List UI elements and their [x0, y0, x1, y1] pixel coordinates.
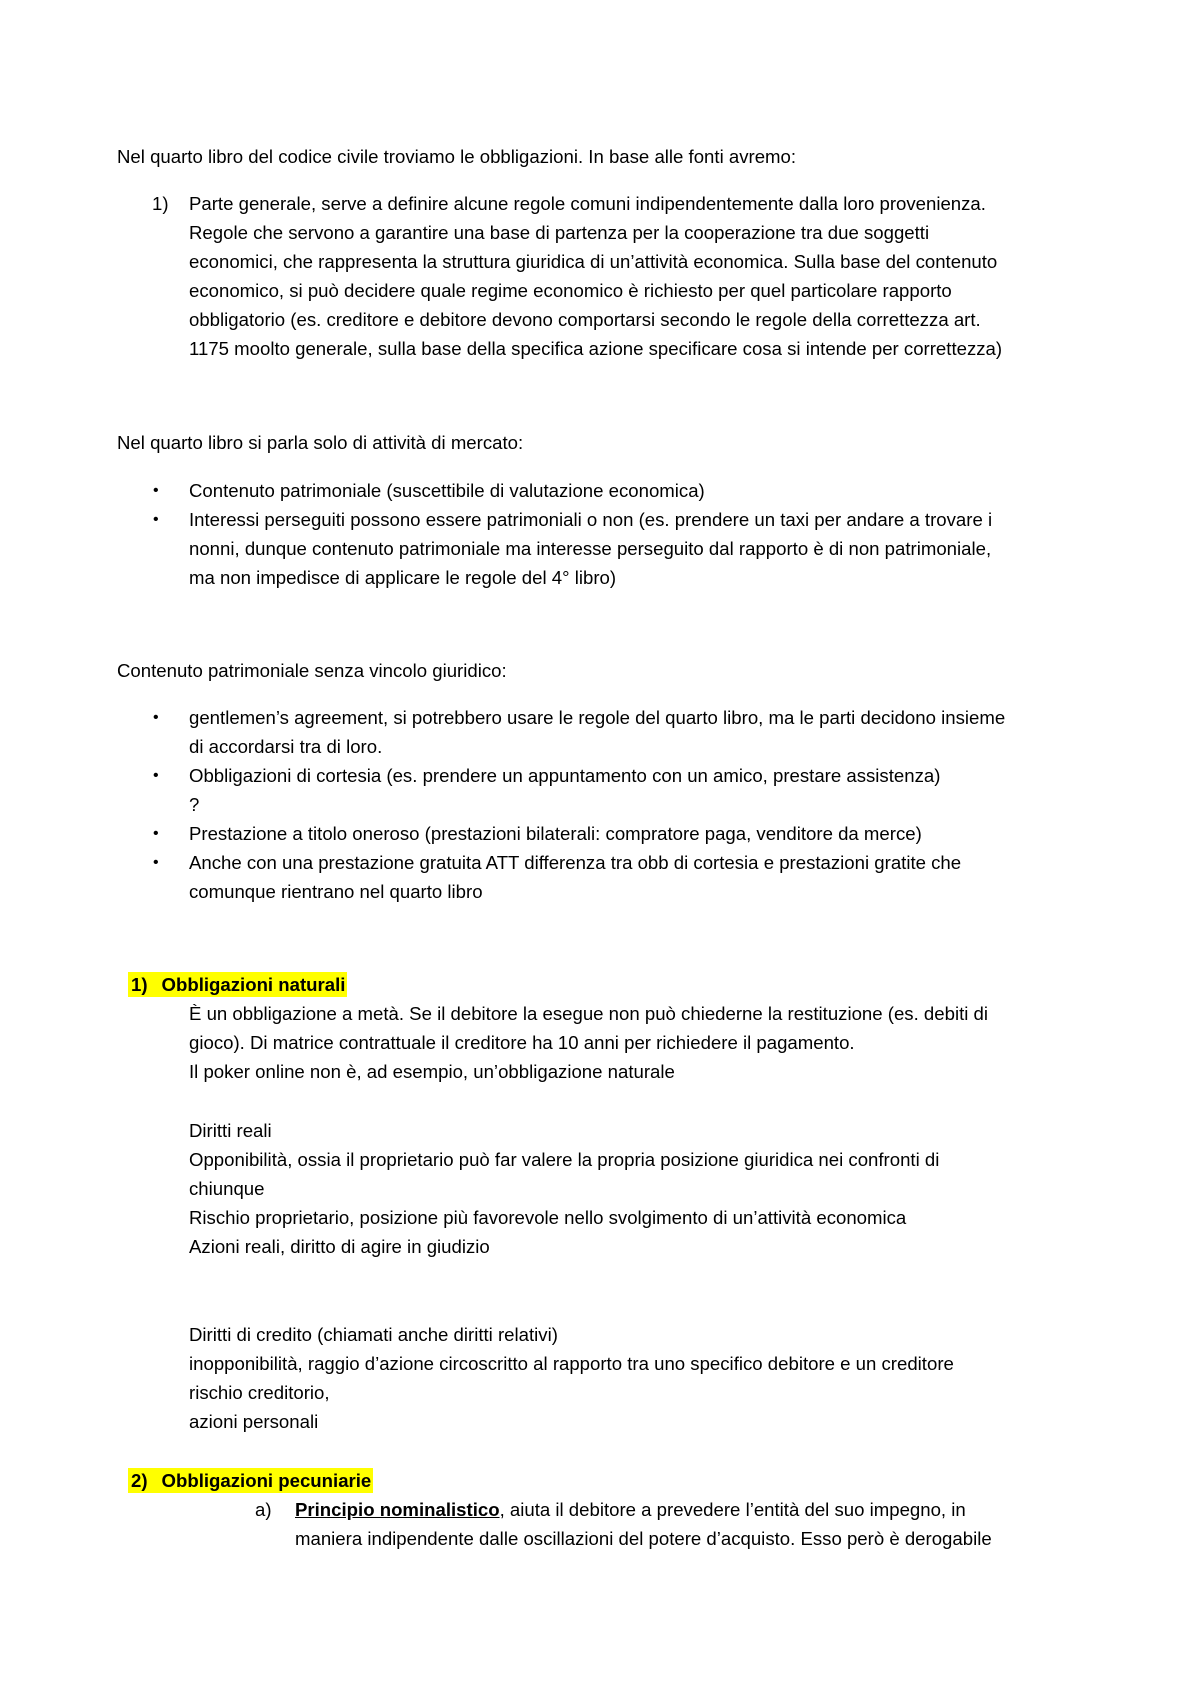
- list-line: 1175 moolto generale, sulla base della specifica azione specificare cosa si intende per correttezza): [189, 338, 1003, 359]
- intro-text: Nel quarto libro del codice civile troviamo le obbligazioni. In base alle fonti avremo:: [117, 146, 797, 167]
- bullet-line: Contenuto patrimoniale (suscettibile di valutazione economica): [189, 480, 705, 501]
- bullet-line: nonni, dunque contenuto patrimoniale ma interesse perseguito dal rapporto è di non patrimoniale,: [189, 538, 992, 559]
- sub-list-title: Principio nominalistico: [295, 1499, 500, 1520]
- list-line: economico, si può decidere quale regime economico è richiesto per quel particolare rapporto: [189, 280, 952, 301]
- paragraph-line: Azioni reali, diritto di agire in giudizio: [189, 1236, 490, 1257]
- paragraph-line: azioni personali: [189, 1411, 319, 1432]
- paragraph-line: gioco). Di matrice contrattuale il creditore ha 10 anni per richiedere il pagamento.: [189, 1032, 855, 1053]
- list-line: Parte generale, serve a definire alcune regole comuni indipendentemente dalla loro provenienza.: [189, 193, 986, 214]
- bullet-line: Interessi perseguiti possono essere patrimoniali o non (es. prendere un taxi per andare a trovare i: [189, 509, 993, 530]
- bullet-line: Anche con una prestazione gratuita ATT differenza tra obb di cortesia e prestazioni gratite che: [189, 852, 962, 873]
- paragraph-line: Il poker online non è, ad esempio, un’obbligazione naturale: [189, 1061, 675, 1082]
- list-line: economici, che rappresenta la struttura giuridica di un’attività economica. Sulla base del contenuto: [189, 251, 998, 272]
- paragraph-line: Diritti reali: [189, 1120, 272, 1141]
- list-line: Regole che servono a garantire una base di partenza per la cooperazione tra due soggetti: [189, 222, 930, 243]
- bullet-line: gentlemen’s agreement, si potrebbero usare le regole del quarto libro, ma le parti decidono insieme: [189, 707, 1006, 728]
- section-title-highlighted: [128, 1466, 373, 1495]
- paragraph-line: chiunque: [189, 1178, 265, 1199]
- paragraph-line: inopponibilità, raggio d’azione circoscritto al rapporto tra uno specifico debitore e un creditore: [189, 1353, 954, 1374]
- paragraph-line: Opponibilità, ossia il proprietario può far valere la propria posizione giuridica nei confronti di: [189, 1149, 940, 1170]
- title-text: Obbligazioni naturali: [158, 972, 348, 997]
- paragraph-line: rischio creditorio,: [189, 1382, 330, 1403]
- bullet-icon: •: [153, 825, 159, 842]
- sub-list-line: maniera indipendente dalle oscillazioni del potere d’acquisto. Esso però è derogabile: [295, 1528, 992, 1549]
- bullet-icon: •: [153, 511, 159, 528]
- list-marker: 1): [152, 193, 169, 214]
- bullet-line: ?: [189, 794, 200, 815]
- sub-list-line: [295, 1495, 966, 1524]
- bullet-line: comunque rientrano nel quarto libro: [189, 881, 483, 902]
- bullet-line: di accordarsi tra di loro.: [189, 736, 383, 757]
- paragraph-line: Diritti di credito (chiamati anche diritti relativi): [189, 1324, 558, 1345]
- section-heading: Nel quarto libro si parla solo di attività di mercato:: [117, 432, 524, 453]
- bullet-line: Obbligazioni di cortesia (es. prendere un appuntamento con un amico, prestare assistenza): [189, 765, 941, 786]
- section-title-highlighted: [128, 970, 347, 999]
- title-text: Obbligazioni pecuniarie: [158, 1468, 374, 1493]
- sub-list-marker: a): [255, 1499, 272, 1520]
- bullet-icon: •: [153, 767, 159, 784]
- section-heading: Contenuto patrimoniale senza vincolo giuridico:: [117, 660, 507, 681]
- title-marker: 2): [128, 1468, 158, 1493]
- title-marker: 1): [128, 972, 158, 997]
- list-line: obbligatorio (es. creditore e debitore devono comportarsi secondo le regole della correttezza art.: [189, 309, 981, 330]
- paragraph-line: È un obbligazione a metà. Se il debitore la esegue non può chiederne la restituzione (es. debiti di: [189, 1003, 989, 1024]
- paragraph-line: Rischio proprietario, posizione più favorevole nello svolgimento di un’attività economica: [189, 1207, 907, 1228]
- bullet-line: Prestazione a titolo oneroso (prestazioni bilaterali: compratore paga, venditore da merce): [189, 823, 922, 844]
- bullet-icon: •: [153, 854, 159, 871]
- sub-list-text: , aiuta il debitore a prevedere l’entità del suo impegno, in: [499, 1499, 966, 1520]
- bullet-icon: •: [153, 482, 159, 499]
- bullet-line: ma non impedisce di applicare le regole del 4° libro): [189, 567, 617, 588]
- bullet-icon: •: [153, 709, 159, 726]
